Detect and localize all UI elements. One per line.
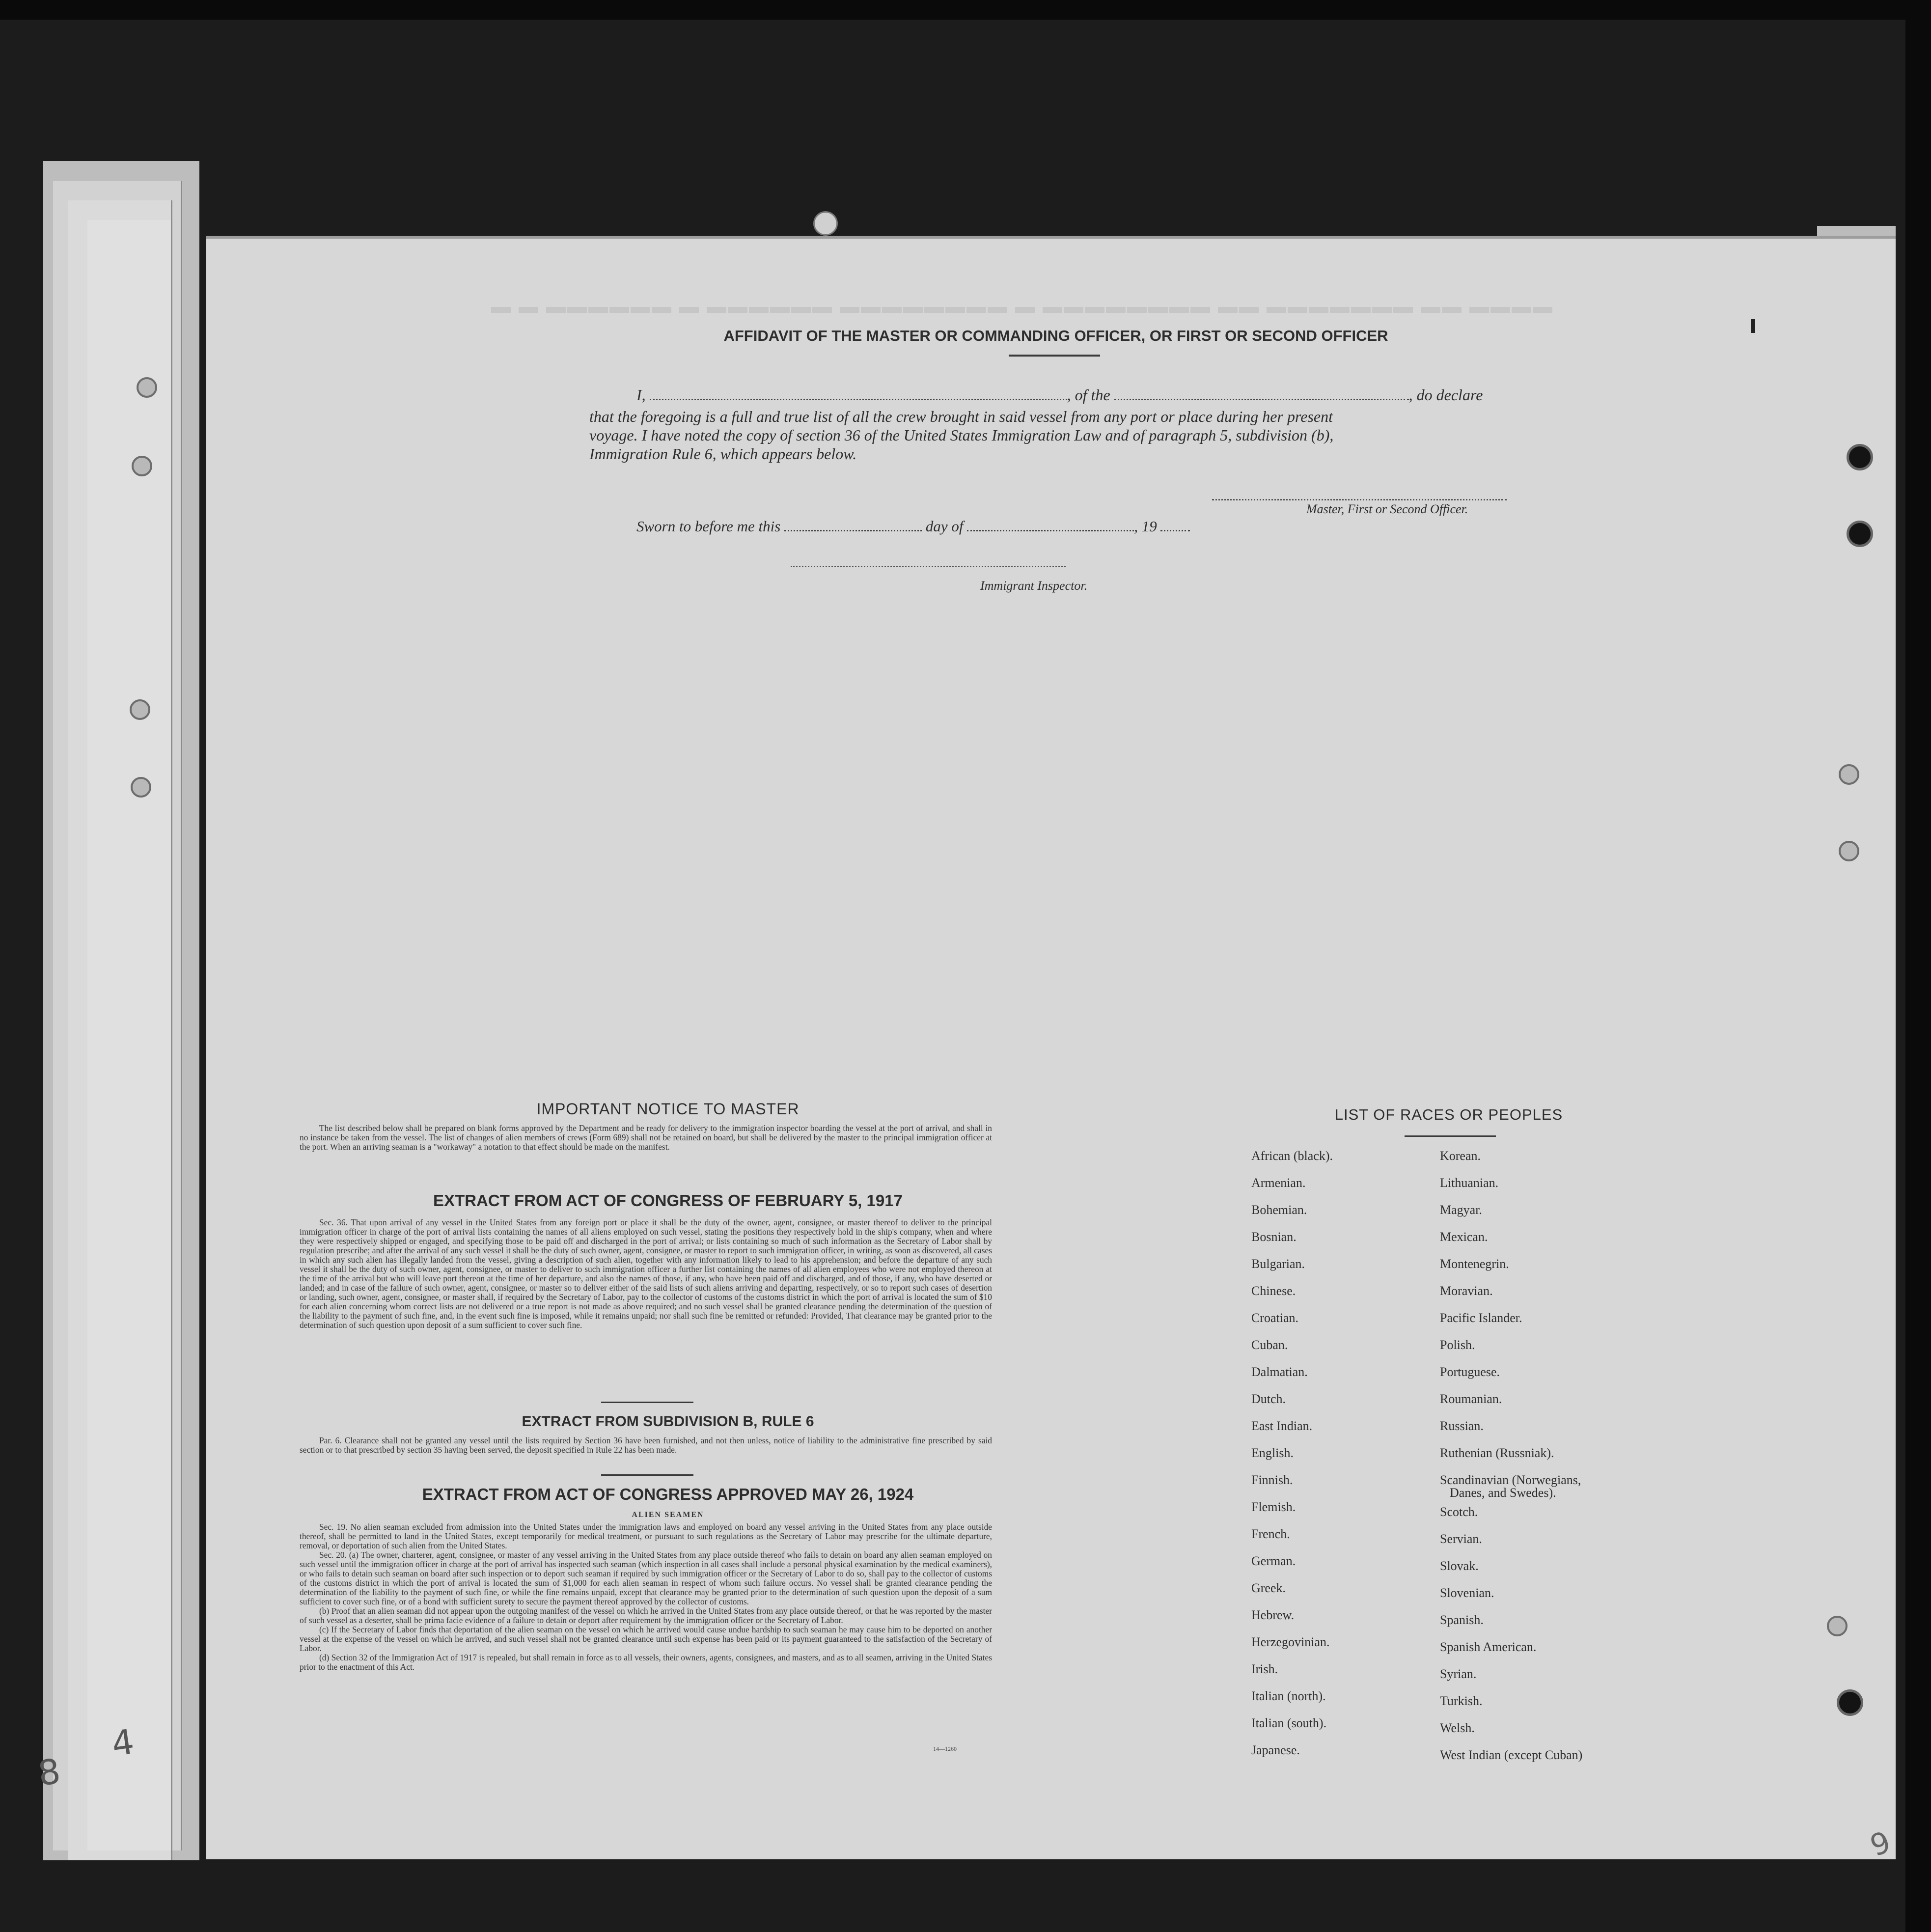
race-item: Servian. [1440, 1532, 1482, 1546]
race-item: Moravian. [1440, 1284, 1493, 1298]
race-item: Spanish American. [1440, 1640, 1537, 1654]
sworn-line [636, 518, 1190, 535]
race-item: Dalmatian. [1251, 1365, 1308, 1379]
punch-hole [813, 211, 838, 236]
race-item: Turkish. [1440, 1694, 1483, 1708]
affidavit-line-4: Immigration Rule 6, which appears below. [589, 445, 857, 463]
race-item: Magyar. [1440, 1203, 1482, 1217]
scan-border-right [1905, 0, 1931, 1932]
race-item: Hebrew. [1251, 1608, 1295, 1622]
do-declare-text: , do declare [1408, 386, 1483, 404]
divider [601, 1402, 693, 1403]
affidavit-title: AFFIDAVIT OF THE MASTER OR COMMANDING OFFICER, OR FIRST OR SECOND OFFICER [723, 327, 1388, 344]
declarant-line [636, 386, 1483, 404]
extract-rule6-title: EXTRACT FROM SUBDIVISION B, RULE 6 [522, 1413, 814, 1430]
race-item: Italian (north). [1251, 1689, 1326, 1703]
handwritten-mark: 8 [35, 1751, 63, 1794]
punch-hole [1827, 1616, 1848, 1636]
race-item: Ruthenian (Russniak). [1440, 1446, 1554, 1460]
race-item: Irish. [1251, 1662, 1278, 1676]
handwritten-mark: 4 [109, 1721, 137, 1765]
alien-seamen-subtitle: ALIEN SEAMEN [632, 1511, 704, 1519]
punch-hole [1839, 841, 1859, 861]
race-item: German. [1251, 1554, 1296, 1568]
divider [1405, 1135, 1496, 1137]
year-prefix: , 19 [1134, 518, 1157, 535]
page-tab-mark [1751, 319, 1755, 333]
race-item: Slovak. [1440, 1559, 1479, 1573]
master-signature-field[interactable] [1212, 499, 1507, 500]
race-item: African (black). [1251, 1149, 1333, 1163]
inspector-signature-field[interactable] [791, 566, 1066, 567]
i-prefix: I, [636, 386, 646, 404]
race-item: East Indian. [1251, 1419, 1313, 1433]
vessel-name-field[interactable] [1114, 387, 1409, 400]
race-item: Mexican. [1440, 1230, 1488, 1244]
extract-rule6-text [300, 1436, 992, 1455]
race-item: Bohemian. [1251, 1203, 1307, 1217]
form-number: 14—1260 [933, 1745, 957, 1752]
race-item: Russian. [1440, 1419, 1484, 1433]
paper-sheet [87, 220, 172, 1850]
race-item: Japanese. [1251, 1743, 1300, 1757]
extract-1917-title: EXTRACT FROM ACT OF CONGRESS OF FEBRUARY 5, 1917 [433, 1191, 903, 1210]
race-item: Roumanian. [1440, 1392, 1502, 1406]
scan-border-top [0, 0, 1931, 20]
notice-paragraph: The list described below shall be prepared on blank forms approved by the Department and be ready for delivery to the immigration inspector boarding the vessel at the port of arrival, and shall in no instance be taken from the vessel. The list of changes of alien members of crews (Form 689) shall not be retained on board, but shall be delivered by the master to the principal immigration officer at the port. When an arriving seaman is a "workaway" a notation to that effect should be made on the manifest. [300, 1123, 992, 1152]
race-item: Welsh. [1440, 1721, 1475, 1735]
punch-hole [1847, 521, 1873, 547]
punch-hole [130, 699, 150, 720]
race-item: Armenian. [1251, 1176, 1306, 1190]
affidavit-line-2: that the foregoing is a full and true list of all the crew brought in said vessel from any port or place during her present [589, 408, 1333, 425]
punch-hole [1847, 444, 1873, 470]
race-item: Cuban. [1251, 1338, 1288, 1352]
race-item: Croatian. [1251, 1311, 1299, 1325]
race-item: Portuguese. [1440, 1365, 1500, 1379]
punch-hole [1839, 764, 1859, 785]
section-36-paragraph: Sec. 36. That upon arrival of any vessel in the United States from any foreign port or place it shall be the duty of the owner, agent, consignee, or master thereof to deliver to the principal immigration officer in charge of the port of arrival lists containing the names of all aliens employed on such vessel, stating the positions they respectively hold in the ship's company, when and where they were respectively shipped or engaged, and specifying those to be paid off and discharged in the port of arrival; or lists containing so much of such information as the Secretary of Labor shall by regulation prescribe; and after the arrival of any such vessel it shall be the duty of such owner, agent, consignee, or master to report to such immigration officer, in writing, as soon as discovered, all cases in which any such alien has illegally landed from the vessel, giving a description of such alien, together with any information likely to lead to his apprehension; and before the departure of any such vessel it shall be the duty of such owner, agent, consignee, or master to deliver to such immigration officer a further list containing the names of all alien employees who were not employed thereon at the time of the arrival but who will leave port thereon at the time of her departure, and also the names of those, if any, who have been paid off and discharged, and of those, if any, who have deserted or landed; and in case of the failure of such owner, agent, consignee, or master so to deliver either of the said lists of such aliens arriving and departing, respectively, or so to report such cases of desertion or landing, such owner, agent, consignee, or master shall, if required by the Secretary of Labor, pay to the collector of customs of the customs district in which the port of arrival is located the sum of $10 for each alien concerning whom correct lists are not delivered or a true report is not made as above required; and no such vessel shall be granted clearance pending the determination of the question of the liability to the payment of such fine, and, in the event such fine is imposed, while it remains unpaid; nor shall such fine be remitted or refunded: Provided, That clearance may be granted prior to the determination of such question upon deposit of a sum sufficient to cover such fine. [300, 1217, 992, 1330]
race-item: Spanish. [1440, 1613, 1484, 1627]
sworn-month-field[interactable] [967, 518, 1134, 531]
race-item: Korean. [1440, 1149, 1481, 1163]
race-item: Dutch. [1251, 1392, 1286, 1406]
section-20a-paragraph: Sec. 20. (a) The owner, charterer, agent, consignee, or master of any vessel arriving in the United States from any place outside thereof who fails to detain on board any alien seaman employed on such vessel until the immigration officer in charge at the port of arrival has inspected such seaman (which inspection in all cases shall include a personal physical examination by the medical examiners), or who fails to detain such seaman on board after such inspection or to deport such seaman if required by such immigration officer or the Secretary of Labor to do so, shall pay to the collector of customs of the customs district in which the port of arrival is located the sum of $1,000 for each alien seaman in respect of whom such failure occurs. No vessel shall be granted clearance pending the determination of the liability to the payment of such fine, or while the fine remains unpaid, except that clearance may be granted prior to the determination of such question upon the deposit of a sum sufficient to cover such fine, or of a bond with sufficient surety to secure the payment thereof approved by the collector of customs. [300, 1550, 992, 1606]
race-item: Bosnian. [1251, 1230, 1297, 1244]
extract-1924-text [300, 1522, 992, 1672]
punch-hole [1837, 1689, 1863, 1716]
section-20b-paragraph: (b) Proof that an alien seaman did not appear upon the outgoing manifest of the vessel on which he arrived in the United States from any place outside thereof, or that he was reported by the master of such vessel as a deserter, shall be prima facie evidence of a failure to detain or deport after requirement by the immigration officer or the Secretary of Labor. [300, 1606, 992, 1625]
race-item: Polish. [1440, 1338, 1475, 1352]
race-item: Montenegrin. [1440, 1257, 1509, 1271]
sworn-prefix: Sworn to before me this [636, 518, 781, 535]
punch-hole [137, 377, 157, 398]
of-the-text: , of the [1067, 386, 1110, 404]
sworn-year-field[interactable] [1160, 518, 1190, 531]
extract-1917-text [300, 1218, 992, 1330]
affidavit-line-3: voyage. I have noted the copy of section 36 of the United States Immigration Law and of paragraph 5, subdivision (b), [589, 426, 1334, 444]
notice-title: IMPORTANT NOTICE TO MASTER [536, 1100, 800, 1118]
race-item: Chinese. [1251, 1284, 1296, 1298]
race-item: Pacific Islander. [1440, 1311, 1522, 1325]
section-19-paragraph: Sec. 19. No alien seaman excluded from admission into the United States under the immigration laws and employed on board any vessel arriving in the United States from any place outside thereof, shall be permitted to land in the United States, except temporarily for medical treatment, or pursuant to such regulations as the Secretary of Labor may prescribe for the ultimate departure, removal, or deportation of such alien from the United States. [300, 1522, 992, 1550]
sworn-day-field[interactable] [784, 518, 922, 531]
race-item: Herzegovinian. [1251, 1635, 1330, 1649]
race-item: Scandinavian (Norwegians, [1440, 1473, 1581, 1487]
divider [1009, 355, 1100, 357]
extract-1924-title: EXTRACT FROM ACT OF CONGRESS APPROVED MAY 26, 1924 [422, 1485, 914, 1503]
races-title: LIST OF RACES OR PEOPLES [1334, 1106, 1563, 1123]
race-item: Italian (south). [1251, 1716, 1327, 1730]
race-item: Bulgarian. [1251, 1257, 1305, 1271]
paper-stack [35, 161, 199, 1860]
notice-text [300, 1124, 992, 1152]
race-item: Lithuanian. [1440, 1176, 1499, 1190]
master-signature-label: Master, First or Second Officer. [1306, 502, 1468, 516]
punch-hole [132, 456, 152, 476]
race-item: Flemish. [1251, 1500, 1296, 1514]
race-item: Scotch. [1440, 1505, 1478, 1519]
race-item: Danes, and Swedes). [1450, 1486, 1556, 1500]
day-of-text: day of [925, 518, 964, 535]
race-item: Finnish. [1251, 1473, 1293, 1487]
declarant-name-field[interactable] [650, 387, 1067, 400]
inspector-label: Immigrant Inspector. [980, 579, 1088, 593]
race-item: English. [1251, 1446, 1294, 1460]
punch-hole [131, 777, 151, 798]
race-item: West Indian (except Cuban) [1440, 1748, 1583, 1762]
race-item: French. [1251, 1527, 1290, 1541]
race-item: Greek. [1251, 1581, 1286, 1595]
paragraph-6: Par. 6. Clearance shall not be granted any vessel until the lists required by Section 36 have been furnished, and not then unless, notice of liability to the administrative fine prescribed by said section or to that prescribed by section 35 having been served, the deposit specified in Rule 22 has been made. [300, 1435, 992, 1455]
section-20c-paragraph: (c) If the Secretary of Labor finds that deportation of the alien seaman on the vessel on which he arrived would cause undue hardship to such seaman he may cause him to be deported on another vessel at the expense of the vessel on which he arrived, and such vessel shall not be granted clearance until such expense has been paid or its payment guaranteed to the satisfaction of the Secretary of Labor. [300, 1625, 992, 1653]
section-20d-paragraph: (d) Section 32 of the Immigration Act of 1917 is repealed, but shall remain in force as to all vessels, their owners, agents, consignees, and masters, and as to all seamen, arriving in the United States prior to the enactment of this Act. [300, 1653, 992, 1672]
divider [601, 1474, 693, 1476]
race-item: Slovenian. [1440, 1586, 1494, 1600]
race-item: Syrian. [1440, 1667, 1477, 1681]
handwritten-mark: 9 [1866, 1824, 1896, 1864]
bleed-through-text: ▬ ▬ ▬▬▬▬▬▬ ▬ ▬▬▬▬▬▬ ▬▬▬▬▬▬▬▬ ▬ ▬▬▬▬▬▬▬▬ ▬▬ ▬▬▬▬▬▬▬ ▬▬ ▬▬▬▬ [491, 295, 1554, 317]
